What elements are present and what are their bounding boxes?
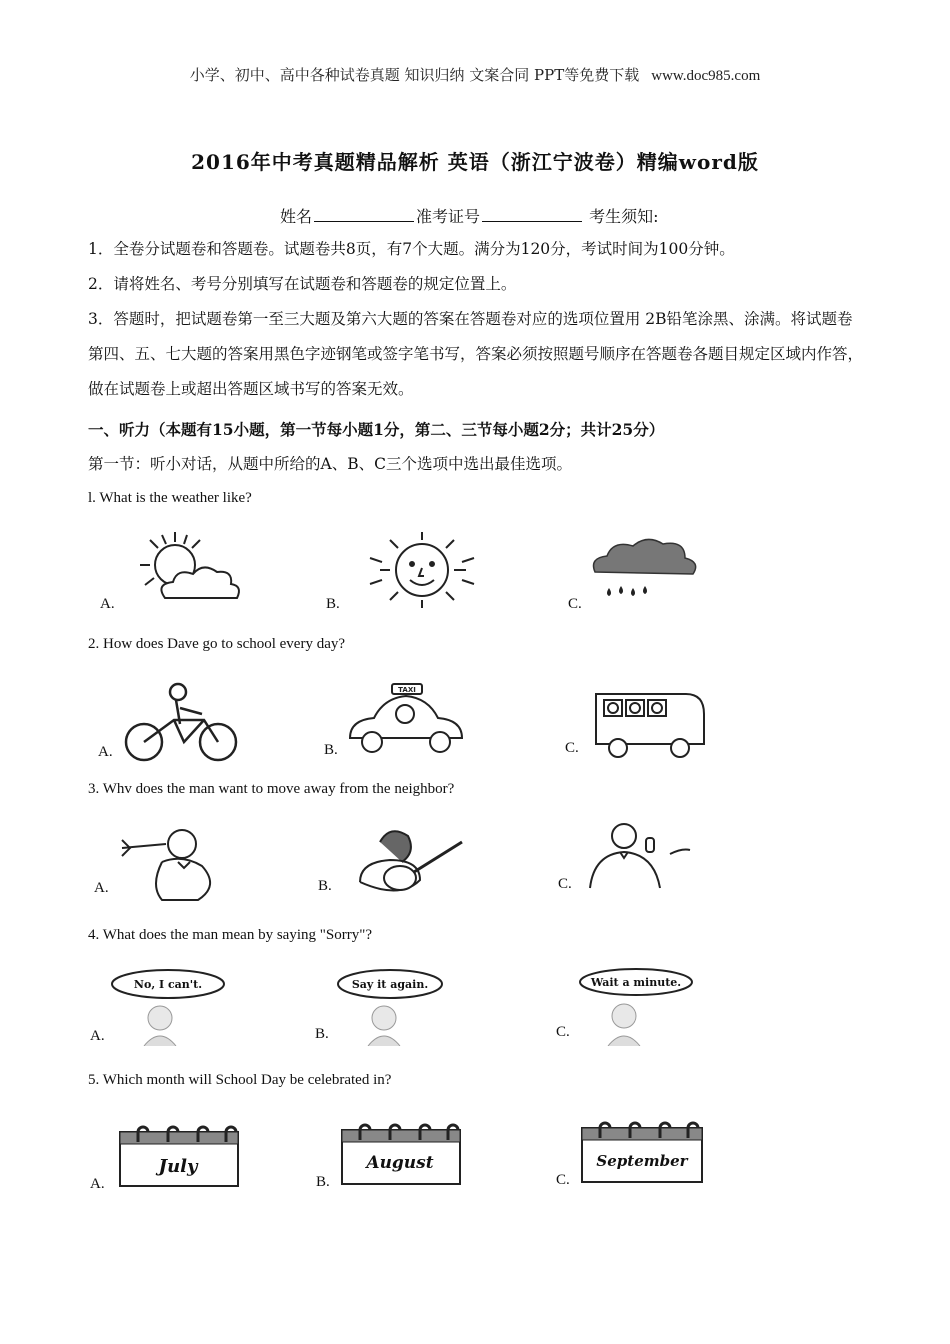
bubble-c-text: Wait a minute. <box>590 976 682 989</box>
q4-option-a[interactable]: A. <box>90 1028 105 1044</box>
taxi-icon <box>340 680 470 760</box>
bicycle-icon <box>118 680 243 765</box>
q2-option-a[interactable]: A. <box>98 744 113 760</box>
question-5: 5. Which month will School Day be celebrated in? <box>88 1072 392 1088</box>
q4-option-b[interactable]: B. <box>315 1026 329 1042</box>
page-header <box>0 64 950 85</box>
q5-option-c[interactable]: C. <box>556 1172 570 1188</box>
question-3: 3. Whv does the man want to move away from the neighbor? <box>88 781 455 797</box>
notice-2: 2．请将姓名、考号分别填写在试题卷和答题卷的规定位置上。 <box>88 275 517 293</box>
q5-option-a[interactable]: A. <box>90 1176 105 1192</box>
exam-info-row <box>280 204 659 227</box>
q4-option-c[interactable]: C. <box>556 1024 570 1040</box>
section-heading: 一、听力（本题有15小题，第一节每小题1分，第二、三节每小题2分；共计25分） <box>88 420 665 439</box>
q5-option-b[interactable]: B. <box>316 1174 330 1190</box>
q1-option-c[interactable]: C. <box>568 596 582 612</box>
speech-bubble-c <box>578 966 698 1046</box>
q3-option-a[interactable]: A. <box>94 880 109 896</box>
bubble-a-text: No, I can't. <box>133 978 203 991</box>
question-1: l. What is the weather like? <box>88 490 252 506</box>
speech-bubble-b <box>334 966 454 1046</box>
name-label: 姓名 <box>280 207 313 226</box>
singer-icon <box>580 818 700 898</box>
q1-option-a[interactable]: A. <box>100 596 115 612</box>
q2-option-b[interactable]: B. <box>324 742 338 758</box>
smiling-sun-icon <box>350 528 490 608</box>
question-2: 2. How does Dave go to school every day? <box>88 636 346 652</box>
guitar-player-icon <box>340 822 470 902</box>
q3-option-b[interactable]: B. <box>318 878 332 894</box>
trumpet-player-icon <box>112 822 232 902</box>
month-august: August <box>366 1153 434 1173</box>
bubble-b-text: Say it again. <box>351 978 429 991</box>
taxi-sign-text: TAXI <box>398 686 416 694</box>
rain-cloud-icon <box>585 536 705 606</box>
q3-option-c[interactable]: C. <box>558 876 572 892</box>
question-4: 4. What does the man mean by saying "Sorry"? <box>88 927 372 943</box>
sun-cloud-icon <box>120 530 260 610</box>
calendar-august <box>338 1118 464 1188</box>
header-site[interactable]: www.doc985.com <box>651 68 761 84</box>
calendar-july <box>116 1120 242 1190</box>
notice-label: 考生须知: <box>589 207 659 226</box>
speech-bubble-a <box>108 966 228 1046</box>
header-banner: 小学、初中、高中各种试卷真题 知识归纳 文案合同 PPT等免费下载 <box>189 66 640 84</box>
school-bus-icon <box>588 684 713 764</box>
q1-option-b[interactable]: B. <box>326 596 340 612</box>
q2-option-c[interactable]: C. <box>565 740 579 756</box>
month-july: July <box>158 1156 198 1177</box>
name-blank <box>314 207 414 222</box>
notice-1: 1．全卷分试题卷和答题卷。试题卷共8页，有7个大题。满分为120分，考试时间为100分钟。 <box>88 240 735 258</box>
id-label: 准考证号 <box>416 207 481 226</box>
id-blank <box>482 207 582 222</box>
notice-3: 3．答题时，把试题卷第一至三大题及第六大题的答案在答题卷对应的选项位置用 2B铅笔涂黑、涂满。将试题卷第四、五、七大题的答案用黑色字迹钢笔或签字笔书写，答案必须按照题号顺序在答题卷各题目规定区域内作答，做在试题卷上或超出答题区域书写的答案无效。 <box>88 310 864 398</box>
part1-instruction: 第一节：听小对话，从题中所给的A、B、C三个选项中选出最佳选项。 <box>88 455 572 473</box>
page-title: 2016年中考真题精品解析 英语（浙江宁波卷）精编word版 <box>191 150 759 174</box>
month-september: September <box>596 1152 688 1170</box>
calendar-september <box>578 1116 706 1186</box>
